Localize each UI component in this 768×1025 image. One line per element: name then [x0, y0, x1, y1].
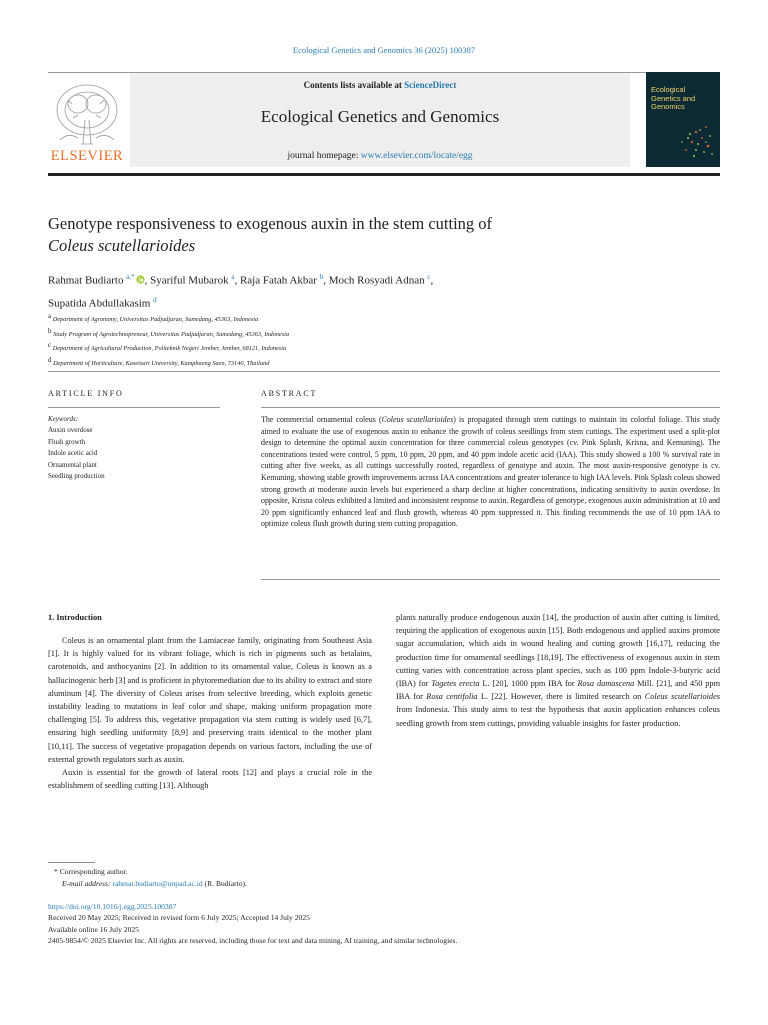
keyword: Flush growth — [48, 437, 86, 446]
keyword: Ornamental plant — [48, 460, 97, 469]
available-online: Available online 16 July 2025 — [48, 924, 139, 934]
paragraph: Auxin is essential for the growth of lateral roots [12] and plays a crucial role in the establishment of seedling cutting [13]. Although — [48, 768, 372, 791]
article-title: Genotype responsiveness to exogenous auxin in the stem cutting of Coleus scutellarioides — [48, 214, 493, 255]
affiliation: $^c$ Department of Agricultural Production, Politeknik Negeri Jember, Jember, 68121, Indonesia — [48, 341, 287, 353]
section-rule — [48, 371, 720, 372]
author-affil-sup[interactable]: a,* — [126, 273, 135, 281]
contents-prefix: Contents lists available at — [303, 80, 405, 90]
author-affil-sup[interactable]: b — [319, 273, 324, 281]
homepage-prefix: journal homepage: — [287, 151, 361, 161]
author-affil-sup[interactable]: a — [231, 273, 235, 281]
author-affil-sup[interactable]: c — [427, 273, 431, 281]
affiliation: $^d$ Department of Horticulture, Kasetsart University, Kamphaeng Saen, 73140, Thailand — [48, 355, 270, 367]
author-name[interactable]: Moch Rosyadi Adnan — [328, 274, 425, 287]
author-list: Rahmat Budiarto $^{a,*}$ , Syariful Mubarok $^a$, Raja Fatah Akbar $^b$, Moch Rosyadi Adnan $^c$, Supatida Abdullakasim $^d$ — [48, 273, 434, 310]
homepage-link[interactable]: www.elsevier.com/locate/egg — [360, 151, 473, 161]
author-name[interactable]: Raja Fatah Akbar — [239, 274, 317, 287]
keywords-block — [48, 414, 220, 482]
keyword: Auxin overdose — [48, 426, 93, 435]
header-bottom-rule — [48, 173, 720, 176]
history: Received 20 May 2025; Received in revised form 6 July 2025; Accepted 14 July 2025 — [48, 913, 310, 923]
paragraph: Coleus is an ornamental plant from the Lamiaceae family, originating from Southeast Asia [1]. It is highly valued for its vibrant foliage, which is rich in pigments such as betalains, carotenoids, and anthocyanins [2]. In addition to its ornamental value, Coleus is known as a hallucinogenic herb [3] and is proficient in phytoremediation due to its ability to extract and store aluminum [4]. The diversity of Coleus arises from selective breeding, which exploits genetic instability leading to mutations in leaf color and shape, making uniform propagation more challenging [5]. To address this, vegetative propagation via stem cutting is widely used [6,7], ensuring high seedling uniformity [8,9] and preserving traits identical to the mother plant [10,11]. The success of vegetative propagation depends on various factors, including the use of external growth regulators such as auxin. — [48, 636, 372, 764]
affiliations — [48, 311, 720, 369]
body-column-left — [48, 634, 372, 792]
email-link[interactable]: rahmat.budiarto@unpad.ac.id — [112, 879, 203, 889]
abstract-heading: ABSTRACT — [261, 389, 318, 398]
abstract-text: The commercial ornamental coleus (Coleus scutellarioides) is propagated through stem cuttings to maintain its colorful foliage. This study aimed to evaluate the use of exogenous auxin to enhance the growth of coleus seedlings from stem cuttings. The experiment used a split-plot design to determine the optimal auxin concentration for three commercial coleus genotypes (cv. Pink Splash, Krisna, and Kemuning). The concentrations tested were control, 5 ppm, 10 ppm, 20 ppm, and 40 ppm indole acetic acid (IAA). This study showed a 100 % survival rate in cutting after five weeks, as all cuttings successfully rooted, regardless of genotype and auxin. The most auxin-responsive genotype is cv. Kemuning, showing stable growth improvements across IAA concentrations and greater tolerance to high IAA levels. Pink Splash coleus showed strong growth at moderate auxin levels but experienced a sharp decline at higher concentrations, indicating sensitivity to auxin overdose. In opposite, Krisna coleus exhibited a limited and inconsistent response to auxin. Regardless of genotype, exogenous auxin administration at 10 and 20 ppm significantly enhanced leaf and flush growth, whereas 40 ppm suppressed it. This finding recommends the use of 10 ppm IAA to optimize coleus flush growth during stem cutting propagation. — [261, 415, 720, 529]
journal-title: Ecological Genetics and Genomics — [260, 107, 500, 126]
journal-cover-image[interactable] — [646, 72, 720, 167]
doi-link[interactable]: https://doi.org/10.1016/j.egg.2025.100387 — [48, 902, 177, 911]
orcid-icon[interactable] — [136, 275, 145, 284]
paragraph: plants naturally produce endogenous auxin [14], the production of auxin after cutting is limited, requiring the application of exogenous auxin [15]. Both endogenous and applied auxins promote sugar accumulation, which aids in wound healing and cutting growth [16,17], reducing the production time for ornamental seedlings [18,19]. The effectiveness of exogenous auxin in stem cutting varies with concentration across plant species, such as 100 ppm Indole-3-butyric acid (IBA) for Tagetes erecta L. [20], 1000 ppm IBA for Rosa damascena Mill. [21], and 450 ppm IBA for Rosa centifolia L. [22]. However, there is limited research on Coleus scutellarioides from Indonesia. This study aims to test the hypothesis that auxin application enhances coleus seedling growth from stem cuttings, providing valuable insights for faster production. — [396, 613, 721, 728]
sciencedirect-link[interactable]: ScienceDirect — [404, 80, 457, 90]
article-metadata — [48, 901, 720, 946]
keyword: Seedling production — [48, 472, 105, 481]
footnote: * Corresponding author. E-mail address: rahmat.budiarto@unpad.ac.id (R. Budiarto). — [54, 867, 247, 889]
keywords-label: Keywords: — [48, 415, 79, 423]
author-name[interactable]: Supatida Abdullakasim — [48, 297, 151, 310]
body-column-right — [396, 611, 720, 730]
affiliation: $^b$ Study Program of Agrotechnopreneur, Universitas Padjadjaran, Sumedang, 45363, Indonesia — [48, 326, 290, 338]
footnote-rule — [48, 862, 95, 863]
cover-title: Ecological Genetics and Genomics — [651, 85, 696, 111]
copyright: 2405-9854/© 2025 Elsevier Inc. All rights are reserved, including those for text and data mining, AI training, and similar technologies. — [48, 935, 458, 945]
author-name[interactable]: Rahmat Budiarto — [48, 274, 124, 287]
header-top-rule — [48, 72, 720, 73]
corresponding-note: Corresponding author. — [59, 867, 128, 876]
journal-homepage — [130, 151, 630, 161]
contents-line — [130, 80, 630, 90]
author-affil-sup[interactable]: d — [153, 295, 157, 304]
affiliation: $^a$ Department of Agronomy, Universitas Padjadjaran, Sumedang, 45363, Indonesia — [48, 312, 259, 324]
abstract-rule — [261, 407, 720, 408]
abstract-bottom-rule — [261, 579, 720, 580]
author-name[interactable]: Syariful Mubarok — [150, 274, 229, 287]
keyword: Indole acetic acid — [48, 449, 98, 458]
journal-citation[interactable]: Ecological Genetics and Genomics 36 (2025) 100387 — [292, 45, 476, 55]
email-label: E-mail address: — [62, 879, 111, 889]
article-info-heading: ARTICLE INFO — [48, 389, 124, 398]
elsevier-wordmark: ELSEVIER — [50, 148, 124, 164]
section-heading-introduction: 1. Introduction — [48, 613, 102, 622]
article-info-rule — [48, 407, 220, 408]
